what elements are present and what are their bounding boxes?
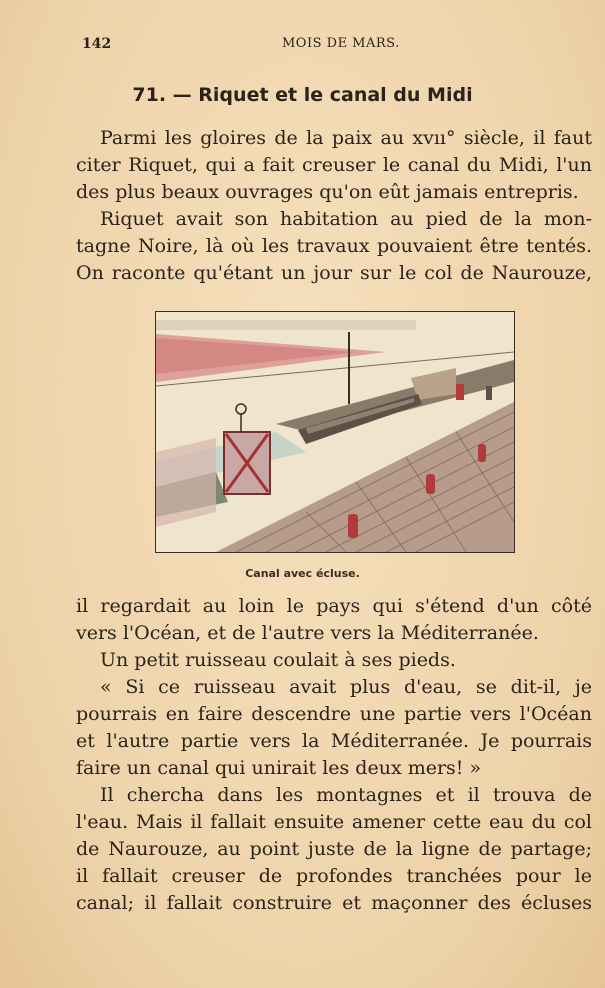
canal-lock-illustration (155, 311, 515, 553)
text-line: et l'autre partie vers la Méditerranée. Je pourrais (76, 730, 592, 752)
text-line: vers l'Océan, et de l'autre vers la Méditerranée. (76, 622, 539, 644)
text-line: « Si ce ruisseau avait plus d'eau, se dit-il, je (100, 676, 592, 698)
text-before-figure (76, 125, 592, 287)
text-line: canal; il fallait construire et maçonner des écluses (76, 892, 592, 914)
chapter-title: 71. — Riquet et le canal du Midi (132, 84, 473, 106)
page-header (0, 36, 605, 56)
text-line: Parmi les gloires de la paix au xvıı° siècle, il faut (100, 127, 592, 149)
text-line: On raconte qu'étant un jour sur le col de Naurouze, (76, 262, 592, 284)
page-number: 142 (82, 36, 112, 52)
text-line: citer Riquet, qui a fait creuser le canal du Midi, l'un (76, 154, 592, 176)
text-line: Un petit ruisseau coulait à ses pieds. (100, 649, 456, 671)
text-line: de Naurouze, au point juste de la ligne de partage; (76, 838, 592, 860)
text-line: Il chercha dans les montagnes et il trouva de (100, 784, 592, 806)
text-after-figure (76, 593, 592, 917)
text-line: faire un canal qui unirait les deux mers! » (76, 757, 482, 779)
text-line: pourrais en faire descendre une partie vers l'Océan (76, 703, 592, 725)
running-head: MOIS DE MARS. (282, 36, 400, 51)
text-line: l'eau. Mais il fallait ensuite amener cette eau du col (76, 811, 592, 833)
text-line: Riquet avait son habitation au pied de la mon- (100, 208, 592, 230)
text-line: des plus beaux ouvrages qu'on eût jamais entrepris. (76, 181, 579, 203)
text-line: tagne Noire, là où les travaux pouvaient être tentés. (76, 235, 592, 257)
text-line: il fallait creuser de profondes tranchées pour le (76, 865, 592, 887)
text-line: il regardait au loin le pays qui s'étend d'un côté (76, 595, 592, 617)
figure-caption: Canal avec écluse. (245, 567, 360, 580)
